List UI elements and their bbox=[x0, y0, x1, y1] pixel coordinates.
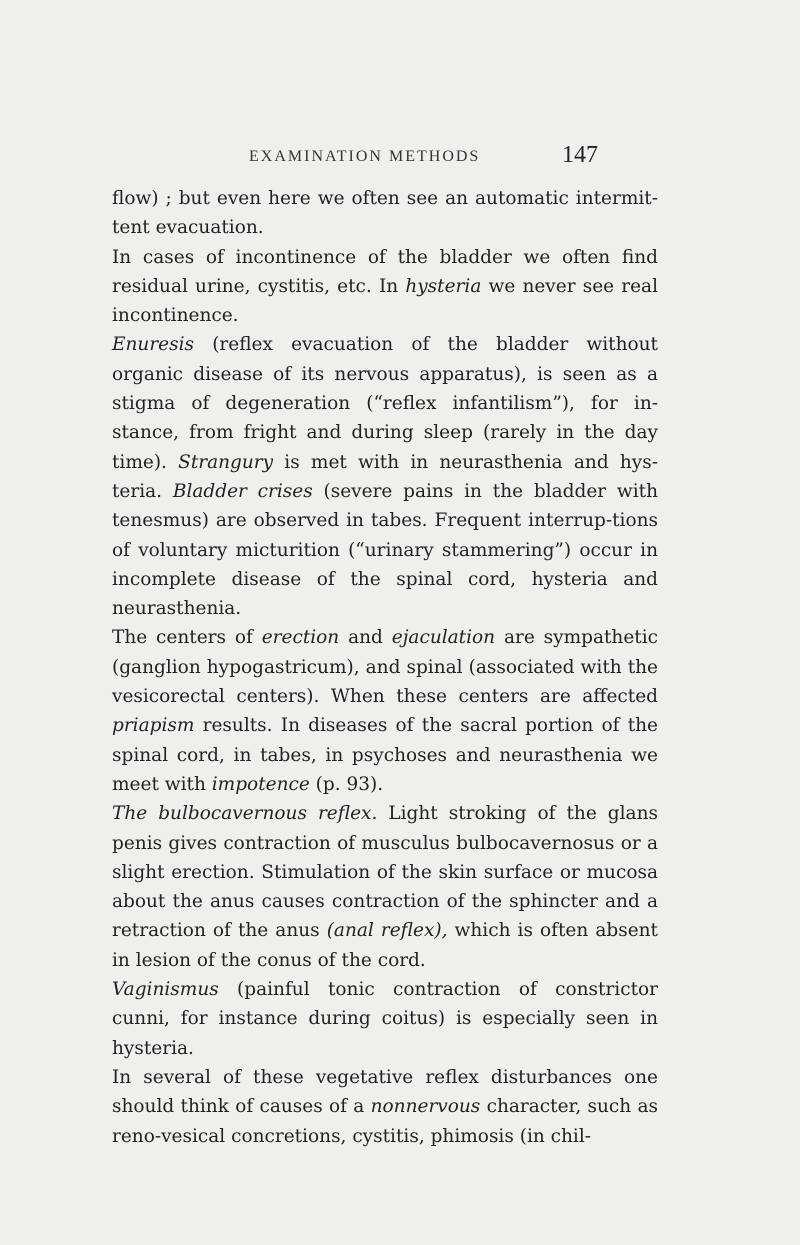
italic-run: erection bbox=[261, 627, 340, 649]
body-text bbox=[112, 184, 658, 1151]
paragraph bbox=[112, 330, 658, 623]
italic-run: Enuresis bbox=[112, 334, 195, 356]
text-run: flow) ; but even here we often see an automatic intermit-tent evacuation. bbox=[112, 188, 658, 239]
text-run: Light stroking of the glans penis gives contraction of musculus bulbocavernosus or a slight erection. Stimulation of the skin surface or mucosa about the anus causes contraction of the sphincter and a retraction of the anus bbox=[112, 803, 658, 942]
text-run: In cases of incontinence of the bladder we often find residual urine, cystitis, etc. In bbox=[112, 246, 658, 297]
italic-run: hysteria bbox=[405, 275, 482, 297]
text-run: character, such as reno-vesical concretions, cystitis, phimosis (in chil- bbox=[112, 1096, 658, 1147]
italic-run: Strangury bbox=[178, 451, 274, 473]
italic-run: nonnervous bbox=[370, 1096, 481, 1118]
paragraph bbox=[112, 184, 658, 243]
italic-run: ejaculation bbox=[391, 627, 496, 649]
text-run: (p. 93). bbox=[309, 773, 384, 795]
text-run: are sympathetic (ganglion hypogastricum), and spinal (associated with the vesicorectal centers). When these centers are affected bbox=[112, 627, 659, 708]
text-run: (severe pains in the bladder with tenesmus) are observed in tabes. Frequent interrup-tions of voluntary micturition (“urinary stammering”) occur in incomplete disease of the spinal cord, hysteria and neurasthenia. bbox=[112, 480, 658, 620]
italic-run: Bladder crises bbox=[172, 480, 313, 502]
paragraph bbox=[112, 799, 658, 975]
italic-run: impotence bbox=[211, 773, 310, 795]
page-number: 147 bbox=[562, 142, 598, 168]
italic-run: The bulbocavernous reflex. bbox=[112, 803, 378, 825]
italic-run: (anal reflex), bbox=[326, 920, 448, 942]
text-run: is met with in neurasthenia and hys-teria. bbox=[112, 451, 658, 502]
text-run: we never see real incontinence. bbox=[112, 275, 658, 327]
italic-run: Vaginismus bbox=[112, 979, 219, 1001]
paragraph bbox=[112, 1063, 658, 1151]
page-header bbox=[0, 142, 800, 182]
text-run: In several of these vegetative reflex disturbances one should think of causes of a bbox=[112, 1066, 658, 1118]
paragraph bbox=[112, 243, 658, 331]
italic-run: priapism bbox=[112, 715, 195, 737]
text-run: The centers of bbox=[112, 627, 262, 649]
text-run: which is often absent in lesion of the conus of the cord. bbox=[112, 920, 658, 971]
text-run: (reflex evacuation of the bladder without organic disease of its nervous apparatus), is seen as a stigma of degeneration (“reflex infantilism”), for in-stance, from fright and during sleep (rarely in the day time). bbox=[112, 334, 658, 473]
text-run: (painful tonic contraction of constrictor cunni, for instance during coitus) is especially seen in hysteria. bbox=[112, 979, 658, 1059]
paragraph bbox=[112, 975, 658, 1063]
paragraph bbox=[112, 623, 658, 799]
running-head: EXAMINATION METHODS bbox=[249, 148, 481, 165]
text-run: and bbox=[339, 627, 392, 649]
text-run: results. In diseases of the sacral portion of the spinal cord, in tabes, in psychoses and neurasthenia we meet with bbox=[112, 715, 658, 795]
